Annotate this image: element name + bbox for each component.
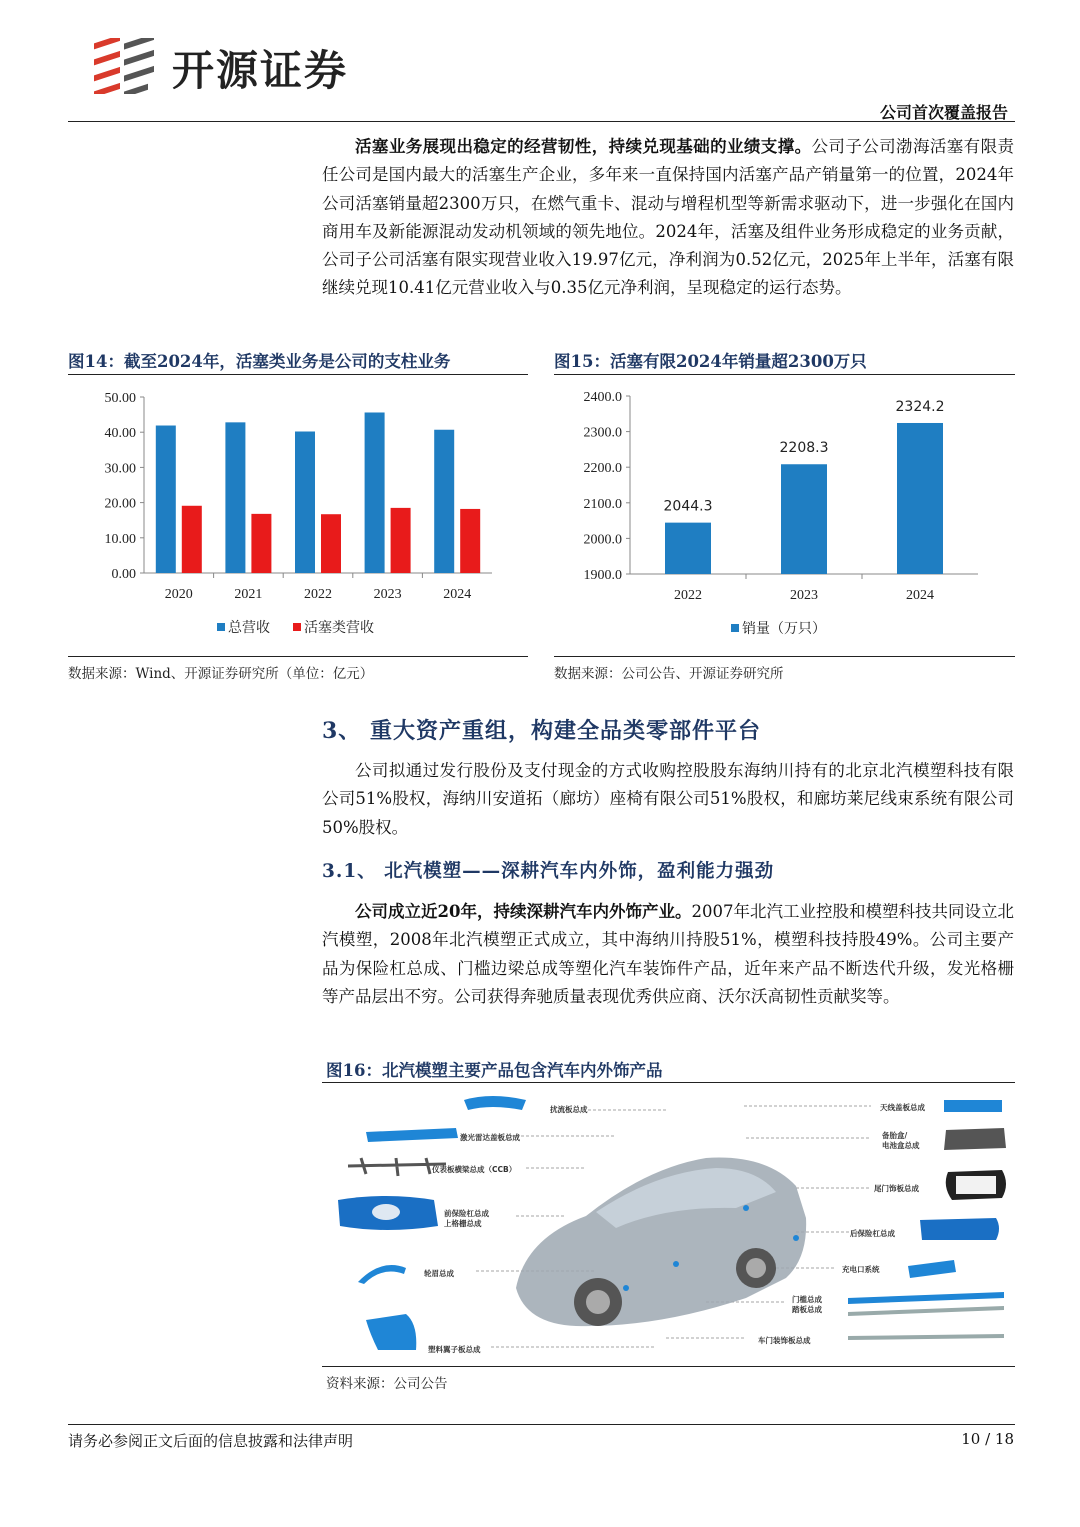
fig14-y-tick-label: 20.00 (104, 496, 136, 512)
fig16-title: 图16：北汽模塑主要产品包含汽车内外饰产品 (326, 1061, 663, 1080)
label-spare-box: 备胎盒/ (882, 1131, 908, 1140)
fig14-y-tick-label: 10.00 (104, 531, 136, 547)
fig14-top-rule (68, 374, 528, 375)
fig14-bar (251, 514, 271, 573)
fig15-y-tick-label: 2200.0 (583, 461, 622, 477)
fig15-legend-label: 销量（万只） (742, 621, 826, 637)
fig15-data-label: 2044.3 (663, 498, 713, 515)
label-battery-box: 电池盒总成 (882, 1141, 920, 1150)
label-spoiler: 扰流板总成 (550, 1105, 588, 1114)
fig14-chart (68, 380, 528, 648)
label-charge-port: 充电口系统 (842, 1265, 880, 1274)
fig14-bar (321, 514, 341, 573)
fig15-bar (665, 523, 711, 574)
fig14-bar (182, 506, 202, 573)
intro-body: 公司子公司渤海活塞有限责任公司是国内最大的活塞生产企业，多年来一直保持国内活塞产品产销量第一的位置，2024年公司活塞销量超2300万只，在燃气重卡、混动与增程机型等新需求驱动下，进一步强化在国内商用车及新能源混动发动机领域的领先地位。2024年，活塞及组件业务形成稳定的业务贡献，公司子公司活塞有限实现营业收入19.97亿元，净利润为0.52亿元，2025年上半年，活塞有限继续兑现10.41亿元营业收入与0.35亿元净利润，呈现稳定的运行态势。 (322, 137, 1015, 298)
fig15-x-tick-label: 2022 (674, 588, 702, 603)
section-3-1-heading: 3.1、 北汽模塑——深耕汽车内外饰，盈利能力强劲 (322, 861, 775, 882)
intro-paragraph (322, 133, 1014, 303)
fig14-y-tick-label: 50.00 (104, 391, 136, 406)
fig14-y-tick-label: 40.00 (104, 426, 136, 442)
brand-name: 开源证券 (172, 46, 349, 95)
fig15-x-tick-label: 2024 (906, 588, 934, 603)
label-door-trim: 车门装饰板总成 (758, 1336, 811, 1345)
footer-divider (68, 1424, 1015, 1425)
label-lidar-cover: 激光雷达盖板总成 (460, 1133, 520, 1142)
label-sill: 门槛总成 (792, 1295, 822, 1304)
fig16-bottom-rule (322, 1366, 1015, 1367)
fig15-y-tick-label: 2400.0 (583, 390, 622, 405)
fig14-x-tick-label: 2020 (164, 587, 193, 602)
label-fender: 塑料翼子板总成 (428, 1345, 481, 1354)
fig15-chart (554, 380, 1015, 648)
fig14-x-tick-label: 2023 (373, 587, 402, 602)
label-wheel-arch: 轮眉总成 (424, 1269, 454, 1278)
fig14-bar (434, 430, 454, 573)
product-diagram (326, 1088, 1014, 1360)
label-step: 踏板总成 (792, 1305, 822, 1314)
fig15-bottom-rule (554, 656, 1015, 657)
header-divider (68, 121, 1015, 122)
fig14-legend-label: 总营收 (228, 620, 270, 636)
fig14-legend-swatch (293, 623, 301, 631)
fig14-x-tick-label: 2022 (304, 587, 332, 602)
fig15-title: 图15：活塞有限2024年销量超2300万只 (554, 352, 867, 371)
brand-logo (92, 38, 162, 94)
fig15-legend-swatch (731, 624, 739, 632)
section-3-heading: 3、 重大资产重组，构建全品类零部件平台 (322, 718, 761, 744)
fig14-x-tick-label: 2021 (234, 587, 263, 602)
fig14-bar (391, 508, 411, 573)
fig15-top-rule (554, 374, 1015, 375)
fig14-bar (460, 509, 480, 573)
fig15-x-tick-label: 2023 (790, 588, 818, 603)
fig14-bottom-rule (68, 656, 528, 657)
fig15-bar (781, 464, 827, 574)
fig15-source: 数据来源：公司公告、开源证券研究所 (554, 666, 784, 682)
section-3-1-lead: 公司成立近20年，持续深耕汽车内外饰产业。 (355, 902, 692, 921)
label-upper-grille: 上格栅总成 (444, 1219, 482, 1228)
label-front-bumper: 前保险杠总成 (444, 1209, 489, 1218)
fig14-source: 数据来源：Wind、开源证券研究所（单位：亿元） (68, 666, 374, 682)
fig16-source: 资料来源：公司公告 (326, 1376, 448, 1392)
intro-lead: 活塞业务展现出稳定的经营韧性，持续兑现基础的业绩支撑。 (355, 137, 812, 156)
section-3-1-body: 2007年北汽工业控股和模塑科技共同设立北汽模塑，2008年北汽模塑正式成立，其中海纳川持股51%，模塑科技持股49%。公司主要产品为保险杠总成、门槛边梁总成等塑化汽车装饰件产品，近年来产品不断迭代升级，发光格栅等产品层出不穷。公司获得奔驰质量表现优秀供应商、沃尔沃高韧性贡献奖等。 (322, 902, 1014, 1006)
fig14-legend-swatch (217, 623, 225, 631)
fig15-y-tick-label: 1900.0 (583, 568, 622, 583)
fig15-y-tick-label: 2300.0 (583, 425, 622, 441)
section-3-1-paragraph (322, 898, 1014, 1011)
section-3-paragraph: 公司拟通过发行股份及支付现金的方式收购控股股东海纳川持有的北京北汽模塑科技有限公司51%股权，海纳川安道拓（廊坊）座椅有限公司51%股权，和廊坊莱尼线束系统有限公司50%股权。 (322, 761, 1014, 837)
fig15-y-tick-label: 2100.0 (583, 496, 622, 512)
fig15-y-tick-label: 2000.0 (583, 532, 622, 548)
fig15-data-label: 2208.3 (779, 440, 829, 457)
fig14-bar (225, 422, 245, 573)
car-illustration (326, 1088, 1014, 1360)
label-antenna-cover: 天线盖板总成 (880, 1103, 925, 1112)
fig14-bar (365, 412, 385, 573)
fig16-top-rule (322, 1082, 1015, 1083)
fig14-bar (156, 426, 176, 573)
label-tailgate-trim: 尾门饰板总成 (874, 1184, 919, 1193)
fig14-bar (295, 431, 315, 573)
label-ccb: 仪表板横梁总成（CCB） (432, 1165, 517, 1174)
footer-disclaimer: 请务必参阅正文后面的信息披露和法律声明 (68, 1432, 354, 1450)
page-number: 10 / 18 (961, 1430, 1014, 1448)
fig15-bar (897, 423, 943, 574)
label-rear-bumper: 后保险杠总成 (850, 1229, 895, 1238)
document-type: 公司首次覆盖报告 (879, 103, 1008, 122)
fig15-data-label: 2324.2 (895, 398, 945, 415)
fig14-y-tick-label: 0.00 (111, 567, 136, 582)
brand-logo-icon (92, 38, 162, 94)
fig14-title: 图14：截至2024年，活塞类业务是公司的支柱业务 (68, 352, 451, 371)
fig14-x-tick-label: 2024 (443, 587, 472, 602)
fig14-legend-label: 活塞类营收 (304, 620, 374, 636)
fig14-y-tick-label: 30.00 (104, 461, 136, 477)
